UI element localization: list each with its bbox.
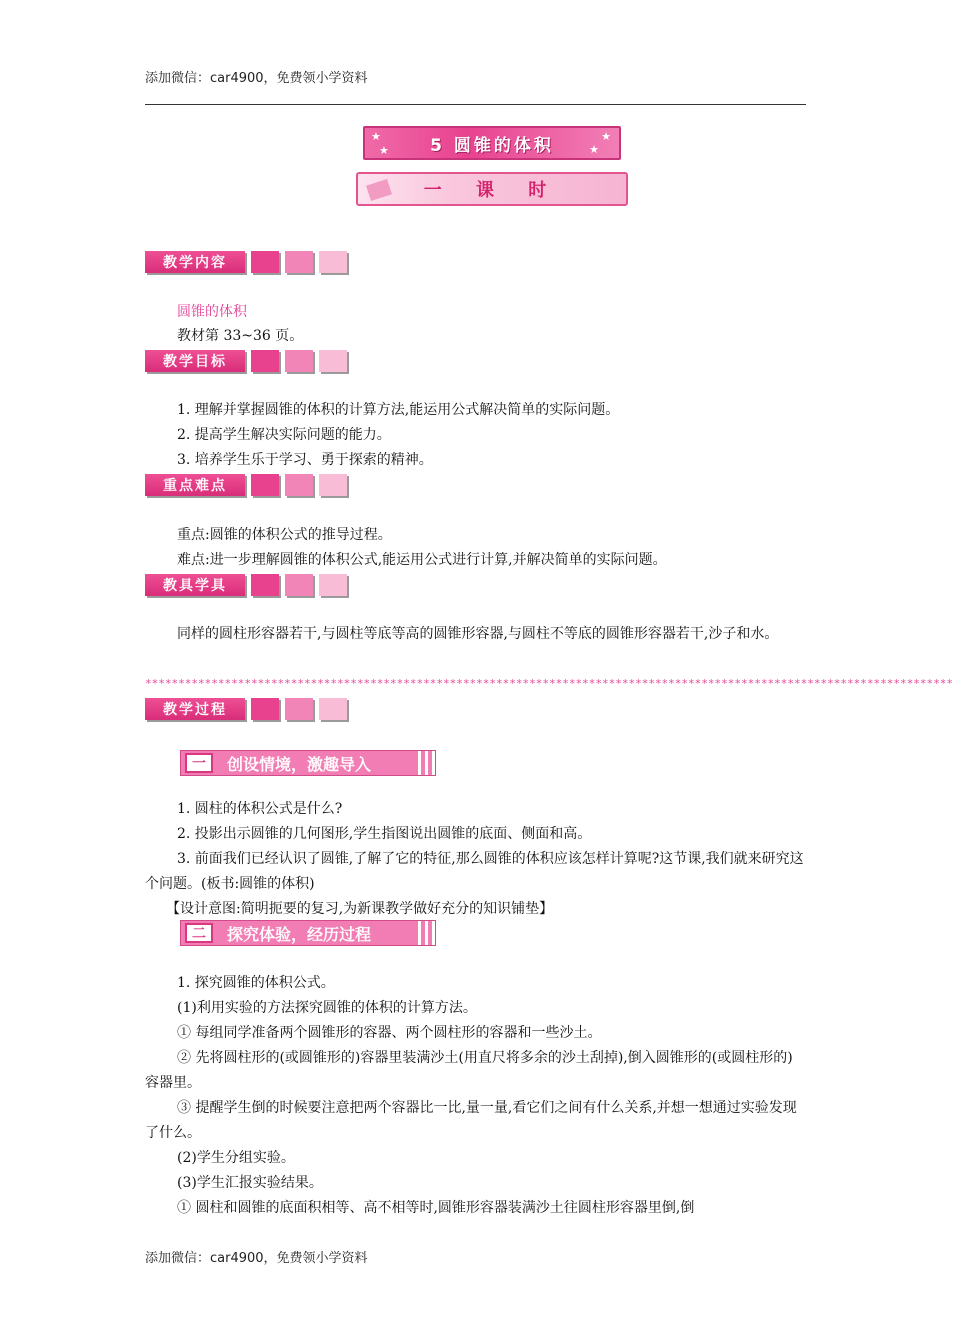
tools-text: 同样的圆柱形容器若干,与圆柱等底等高的圆锥形容器,与圆柱不等底的圆锥形容器若干,沙子和水。 (177, 626, 779, 642)
goal-item: 3. 培养学生乐于学习、勇于探索的精神。 (177, 452, 433, 468)
step1-item: 1. 圆柱的体积公式是什么? (177, 801, 343, 817)
lesson-period: 一 课 时 (423, 180, 561, 201)
decoration-square (251, 474, 279, 496)
step2-item: ② 先将圆柱形的(或圆锥形的)容器里装满沙土(用直尺将多余的沙土刮掉),倒入圆锥形的(或圆柱形的)容器里。 (145, 1050, 793, 1091)
step1-item: 3. 前面我们已经认识了圆锥,了解了它的特征,那么圆锥的体积应该怎样计算呢?这节课,我们就来研究这个问题。(板书:圆锥的体积) (145, 851, 804, 892)
title-banner (363, 126, 621, 160)
decoration-square (319, 474, 347, 496)
lesson-banner (356, 172, 628, 206)
key-difficulty: 难点:进一步理解圆锥的体积公式,能运用公式进行计算,并解决简单的实际问题。 (177, 552, 667, 568)
lesson-title: 5 圆锥的体积 (430, 135, 554, 156)
decoration-square (251, 251, 279, 273)
star-icon: ★ (379, 144, 389, 157)
decoration-square (285, 474, 313, 496)
section-label: 重点难点 (145, 474, 245, 496)
decoration-square (285, 574, 313, 596)
step-title: 探究体验，经历过程 (227, 924, 372, 944)
step2-item: ① 每组同学准备两个圆锥形的容器、两个圆柱形的容器和一些沙土。 (177, 1025, 602, 1041)
star-icon: ★ (601, 130, 611, 143)
decoration-square (251, 698, 279, 720)
decoration-square (319, 698, 347, 720)
step2-item: (3)学生汇报实验结果。 (177, 1175, 323, 1191)
section-header-key-points (145, 473, 347, 497)
decoration-square (285, 350, 313, 372)
step2-item: 1. 探究圆锥的体积公式。 (177, 975, 335, 991)
decoration-square (319, 574, 347, 596)
section-header-goals (145, 349, 347, 373)
step-banner-2 (180, 920, 436, 946)
decoration-shape (366, 179, 392, 201)
star-divider: ************************************************************************************************************************** (145, 677, 953, 690)
decoration-square (251, 350, 279, 372)
section-label: 教学内容 (145, 251, 245, 273)
goal-item: 1. 理解并掌握圆锥的体积的计算方法,能运用公式解决简单的实际问题。 (177, 402, 620, 418)
header-note: 添加微信：car4900，免费领小学资料 (145, 71, 368, 86)
step-banner-1 (180, 750, 436, 776)
footer-note: 添加微信：car4900，免费领小学资料 (145, 1251, 368, 1266)
decoration-bars (414, 921, 435, 945)
section-header-tools (145, 573, 347, 597)
decoration-square (285, 698, 313, 720)
design-intent: 【设计意图:简明扼要的复习,为新课教学做好充分的知识铺垫】 (166, 901, 554, 917)
step1-item: 2. 投影出示圆锥的几何图形,学生指图说出圆锥的底面、侧面和高。 (177, 826, 592, 842)
star-icon: ★ (589, 143, 599, 156)
section-label: 教具学具 (145, 574, 245, 596)
decoration-square (319, 350, 347, 372)
step-number: 一 (185, 753, 213, 773)
section-header-process (145, 697, 347, 721)
step2-item: ① 圆柱和圆锥的底面积相等、高不相等时,圆锥形容器装满沙土往圆柱形容器里倒,倒 (177, 1200, 695, 1216)
section-header-content (145, 250, 347, 274)
step2-item: (2)学生分组实验。 (177, 1150, 295, 1166)
step2-item: (1)利用实验的方法探究圆锥的体积的计算方法。 (177, 1000, 477, 1016)
decoration-square (285, 251, 313, 273)
star-icon: ★ (371, 130, 381, 143)
section-label: 教学目标 (145, 350, 245, 372)
decoration-square (319, 251, 347, 273)
decoration-bars (414, 751, 435, 775)
decoration-square (251, 574, 279, 596)
step-number: 二 (185, 923, 213, 943)
content-topic: 圆锥的体积 (177, 304, 247, 320)
key-focus: 重点:圆锥的体积公式的推导过程。 (177, 527, 392, 543)
step-title: 创设情境，激趣导入 (227, 754, 372, 774)
step2-item: ③ 提醒学生倒的时候要注意把两个容器比一比,量一量,看它们之间有什么关系,并想一想通过实验发现了什么。 (145, 1100, 797, 1141)
content-pages: 教材第 33~36 页。 (177, 328, 304, 344)
section-label: 教学过程 (145, 698, 245, 720)
header-rule (145, 104, 806, 105)
goal-item: 2. 提高学生解决实际问题的能力。 (177, 427, 391, 443)
